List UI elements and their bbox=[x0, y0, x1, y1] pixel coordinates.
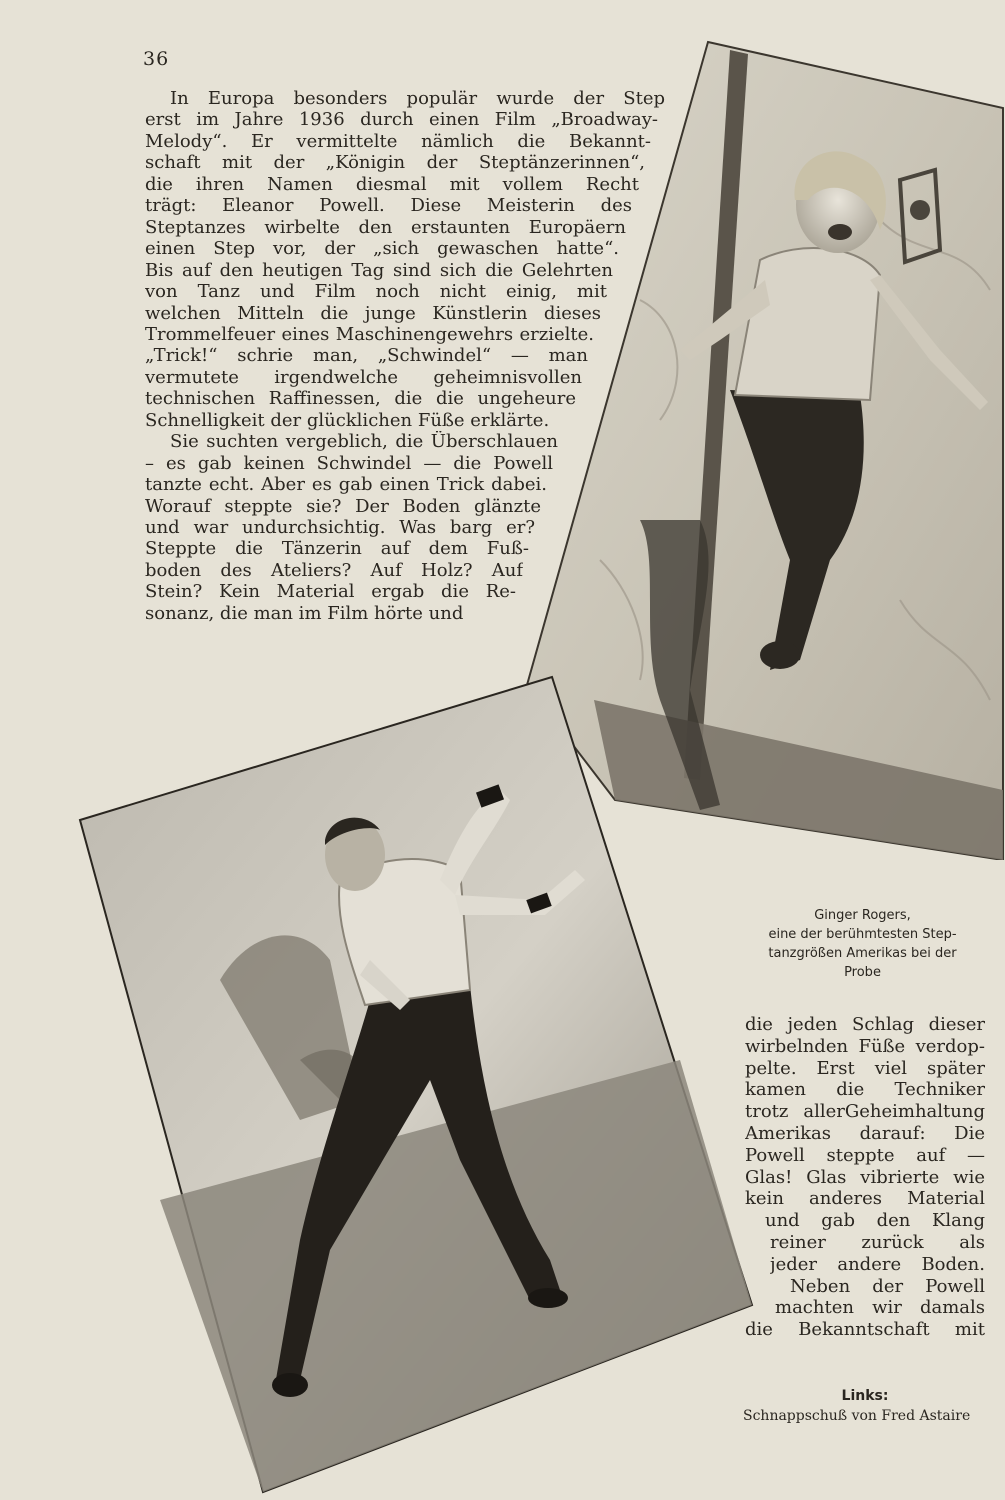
article-line: kein anderes Material bbox=[745, 1188, 985, 1210]
article-line: boden des Ateliers? Auf Holz? Auf bbox=[145, 559, 523, 581]
article-line: Stein? Kein Material ergab die Re- bbox=[145, 581, 516, 603]
article-line: Schnelligkeit der glücklichen Füße erklärte. bbox=[145, 409, 550, 431]
article-line: Melody“. Er vermittelte nämlich die Bekannt- bbox=[145, 130, 651, 152]
article-line: Trommelfeuer eines Maschinengewehrs erzielte. bbox=[145, 323, 594, 345]
article-line: Amerikas darauf: Die bbox=[745, 1123, 985, 1144]
article-line: trägt: Eleanor Powell. Diese Meisterin des bbox=[145, 195, 632, 217]
article-line: tanzte echt. Aber es gab einen Trick dabei. bbox=[145, 474, 547, 496]
article-line: Glas! Glas vibrierte wie bbox=[745, 1166, 985, 1188]
article-line: – es gab keinen Schwindel — die Powell bbox=[145, 452, 553, 474]
article-line: jeder andere Boden. bbox=[770, 1253, 985, 1275]
article-line: Steptanzes wirbelte den erstaunten Europäern bbox=[145, 216, 626, 238]
article-line: Bis auf den heutigen Tag sind sich die Gelehrten bbox=[145, 259, 613, 281]
article-line: und war undurchsichtig. Was barg er? bbox=[145, 517, 535, 538]
article-line: trotz allerGeheimhaltung bbox=[745, 1101, 985, 1123]
caption-line: Probe bbox=[844, 965, 881, 980]
fred-astaire-photo-image bbox=[78, 672, 758, 1500]
fred-astaire-caption-heading: Links: bbox=[841, 1388, 889, 1404]
article-line: Worauf steppte sie? Der Boden glänzte bbox=[145, 495, 541, 517]
article-line: Steppte die Tänzerin auf dem Fuß- bbox=[145, 538, 529, 560]
article-line: In Europa besonders populär wurde der Step bbox=[170, 88, 665, 109]
ginger-rogers-caption bbox=[735, 906, 990, 982]
article-line: einen Step vor, der „sich gewaschen hatte“. bbox=[145, 238, 619, 260]
article-line: machten wir damals bbox=[775, 1297, 985, 1319]
article-line: welchen Mitteln die junge Künstlerin dieses bbox=[145, 302, 601, 324]
caption-line: Ginger Rogers, bbox=[814, 908, 911, 923]
article-line: kamen die Techniker bbox=[745, 1079, 985, 1101]
article-line: die ihren Namen diesmal mit vollem Recht bbox=[145, 173, 639, 195]
article-line: pelte. Erst viel später bbox=[745, 1057, 985, 1079]
article-line: reiner zurück als bbox=[770, 1232, 985, 1253]
article-line: Sie suchten vergeblich, die Überschlauen bbox=[170, 431, 558, 453]
article-line: die jeden Schlag dieser bbox=[745, 1014, 985, 1035]
article-line: und gab den Klang bbox=[765, 1210, 985, 1232]
article-line: Neben der Powell bbox=[790, 1275, 985, 1297]
article-line: von Tanz und Film noch nicht einig, mit bbox=[145, 281, 607, 303]
article-line: vermutete irgendwelche geheimnisvollen bbox=[145, 366, 582, 388]
article-line: erst im Jahre 1936 durch einen Film „Broadway- bbox=[145, 109, 658, 131]
fred-astaire-photo bbox=[78, 672, 758, 1500]
article-line: „Trick!“ schrie man, „Schwindel“ — man bbox=[145, 345, 588, 367]
article-line: schaft mit der „Königin der Steptänzerinnen“, bbox=[145, 152, 645, 174]
article-line: die Bekanntschaft mit bbox=[745, 1319, 985, 1341]
article-line: sonanz, die man im Film hörte und bbox=[145, 602, 464, 624]
article-line: Powell steppte auf — bbox=[745, 1144, 985, 1166]
caption-line: eine der berühmtesten Step- bbox=[768, 927, 957, 942]
page-number: 36 bbox=[143, 48, 170, 70]
article-line: technischen Raffinessen, die die ungeheure bbox=[145, 388, 576, 410]
fred-astaire-caption: Schnappschuß von Fred Astaire bbox=[743, 1408, 971, 1424]
caption-line: tanzgrößen Amerikas bei der bbox=[768, 946, 957, 961]
article-line: wirbelnden Füße verdop- bbox=[745, 1035, 985, 1057]
